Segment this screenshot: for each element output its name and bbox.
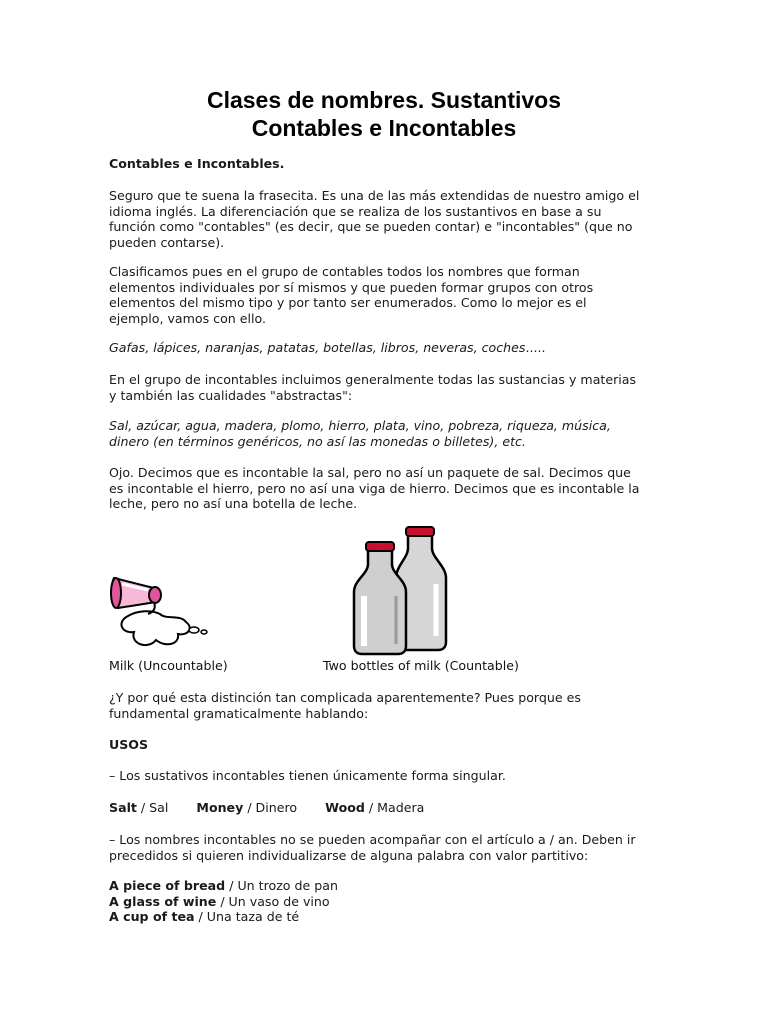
text-line: Ojo. Decimos que es incontable la sal, pero no así un paquete de sal. Decimos que [109, 465, 631, 480]
example-en: Money [196, 800, 244, 815]
partitive-es: / Un trozo de pan [225, 878, 338, 893]
text-line: Clasificamos pues en el grupo de contables todos los nombres que forman [109, 264, 580, 279]
text-line: pueden contarse). [109, 234, 225, 250]
paragraph-intro [109, 188, 669, 250]
page-title [0, 86, 768, 142]
paragraph-countables [109, 264, 669, 326]
text-line: y también las cualidades "abstractas": [109, 387, 353, 403]
example-es: / Madera [364, 800, 425, 815]
text-line: dinero (en términos genéricos, no así las monedas o billetes), etc. [109, 433, 526, 449]
section-heading: Contables e Incontables. [109, 156, 285, 171]
list-item [109, 878, 669, 894]
text-line: función como "contables" (es decir, que se pueden contar) e "incontables" (que no [109, 219, 633, 234]
rule-1: – Los sustativos incontables tienen únicamente forma singular. [109, 768, 506, 783]
text-line: es incontable el hierro, pero no así una viga de hierro. Decimos que es incontable la [109, 480, 640, 496]
text-line: elementos del mismo tipo y por tanto ser enumerados. Como lo mejor es el [109, 295, 587, 310]
list-item [109, 894, 669, 910]
title-line-1: Clases de nombres. Sustantivos [206, 87, 562, 113]
text-line: – Los nombres incontables no se pueden acompañar con el artículo a / an. Deben ir [109, 832, 636, 847]
caption-bottles: Two bottles of milk (Countable) [323, 658, 519, 673]
examples-row [109, 800, 669, 816]
example-es: / Dinero [243, 800, 298, 815]
text-line: ejemplo, vamos con ello. [109, 310, 267, 326]
list-item [109, 909, 669, 925]
caption-milk: Milk (Uncountable) [109, 658, 228, 673]
text-line: leche, pero no así una botella de leche. [109, 496, 358, 511]
text-line: precedidos si quieren individualizarse de alguna palabra con valor partitivo: [109, 847, 589, 863]
usos-heading: USOS [109, 737, 149, 752]
example-en: Salt [109, 800, 137, 815]
rule-2 [109, 832, 669, 863]
example-en: Wood [325, 800, 365, 815]
paragraph-note [109, 465, 669, 512]
milk-bottles-icon [348, 524, 454, 656]
countable-examples-text: Gafas, lápices, naranjas, patatas, botellas, libros, neveras, coches [109, 340, 526, 355]
text-line: fundamental gramaticalmente hablando: [109, 705, 369, 721]
partitive-es: / Una taza de té [194, 909, 300, 924]
paragraph-why [109, 690, 669, 721]
countable-examples [109, 340, 669, 356]
countable-dots: ..... [525, 340, 546, 355]
partitive-list [109, 878, 669, 925]
text-line: En el grupo de incontables incluimos generalmente todas las sustancias y materias [109, 372, 637, 387]
partitive-en: A glass of wine [109, 893, 217, 909]
partitive-en: A cup of tea [109, 909, 195, 924]
paragraph-uncountables [109, 372, 669, 403]
uncountable-examples [109, 418, 669, 449]
example-es: / Sal [136, 800, 169, 815]
partitive-es: / Un vaso de vino [216, 893, 330, 909]
spilled-milk-glass-icon [108, 564, 212, 656]
partitive-en: A piece of bread [109, 878, 226, 893]
text-line: ¿Y por qué esta distinción tan complicada aparentemente? Pues porque es [109, 690, 581, 705]
text-line: Seguro que te suena la frasecita. Es una de las más extendidas de nuestro amigo el [109, 188, 640, 203]
text-line: idioma inglés. La diferenciación que se realiza de los sustantivos en base a su [109, 203, 602, 219]
text-line: Sal, azúcar, agua, madera, plomo, hierro, plata, vino, pobreza, riqueza, música, [109, 418, 611, 433]
text-line: elementos individuales por sí mismos y que pueden formar grupos con otros [109, 279, 594, 295]
title-line-2: Contables e Incontables [251, 115, 517, 141]
